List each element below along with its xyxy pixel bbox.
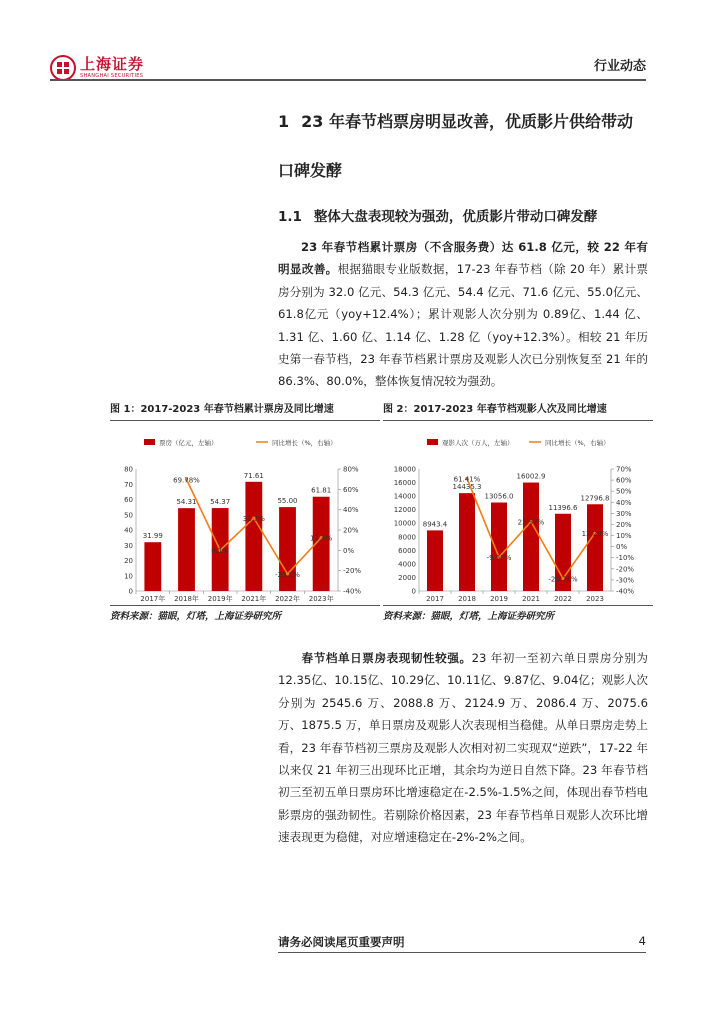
logo-name: 上海证券 [80, 55, 145, 73]
y-right-tick-label: 30% [616, 509, 632, 518]
bar-value-label: 8943.4 [422, 520, 448, 529]
figure-1 [110, 403, 380, 622]
y-right-tick-label: 10% [616, 532, 632, 541]
y-left-tick-label: 0 [411, 587, 416, 596]
y-left-tick-label: 10000 [393, 519, 416, 528]
y-left-tick-label: 40 [124, 526, 133, 535]
y-right-tick-label: -10% [616, 554, 635, 563]
x-tick-label: 2021年 [241, 595, 267, 603]
y-left-tick-label: 10 [124, 572, 133, 581]
figure-title: 图 1：2017-2023 年春节档累计票房及同比增速 [110, 403, 380, 421]
legend-line-label: 同比增长（%，右轴） [272, 439, 337, 447]
x-tick-label: 2022 [554, 595, 572, 603]
bar-value-label: 16002.9 [516, 472, 546, 481]
legend-bar-label: 观影人次（万人，左轴） [442, 439, 514, 447]
y-right-tick-label: 60% [343, 485, 359, 494]
document-type: 行业动态 [593, 59, 646, 74]
y-right-tick-label: 70% [616, 465, 632, 474]
subsection-number: 1.1 [278, 209, 302, 225]
y-left-tick-label: 14000 [393, 492, 416, 501]
legend-bar-swatch [144, 439, 155, 445]
bar-2021年 [245, 482, 262, 591]
x-tick-label: 2023年 [308, 595, 334, 603]
paragraph-body: 23 年初一至初六单日票房分别为12.35亿、10.15亿、10.29亿、10.11亿、9.87亿、9.04亿；观影人次分别为 2545.6 万、2088.8 万、2124.9 万、2086.4 万、2075.6 万、1875.5 万，单日票房及观影人次表现相当稳健。从单日票房走势上看，23 年春节档初三票房及观影人次相对初二实现双“逆跌”，17-22 年以来仅 21 年初三出现环比正增，其余均为逆日自然下降。23 年春节档初三至初五单日票房环比增速稳定在-2.5%-1.5%之间，体现出春节档电影票房的强劲韧性。若剔除价格因素，23 年春节档单日观影人次环比增速表现更为稳健，对应增速稳定在-2%-2%之间。 [278, 651, 648, 845]
bar-value-label: 61.81 [311, 486, 332, 495]
growth-value-label: 12.29% [581, 530, 609, 539]
y-right-tick-label: 80% [343, 465, 359, 474]
growth-value-label: 0.1% [211, 547, 230, 556]
growth-value-label: 22.57% [517, 518, 545, 527]
legend-line-label: 同比增长（%，右轴） [545, 439, 610, 447]
y-right-tick-label: 20% [343, 526, 359, 535]
bar-2018年 [178, 508, 195, 591]
y-left-tick-label: 8000 [398, 533, 416, 542]
paragraph-box-office [278, 236, 648, 393]
y-right-tick-label: -40% [343, 587, 362, 596]
bar-value-label: 12796.8 [580, 494, 610, 503]
y-left-tick-label: 16000 [393, 479, 416, 488]
paragraph-lead: 春节档单日票房表现韧性较强。 [301, 651, 472, 665]
bar-value-label: 71.61 [243, 471, 264, 480]
y-right-tick-label: 60% [616, 476, 632, 485]
y-right-tick-label: -30% [616, 576, 635, 585]
y-left-tick-label: 20 [124, 557, 133, 565]
section-number: 1 [278, 112, 290, 131]
bar-2017年 [144, 542, 161, 591]
x-tick-label: 2017 [426, 595, 444, 603]
logo-english-name: SHANGHAI SECURITIES [80, 73, 144, 79]
x-tick-label: 2017年 [140, 595, 166, 603]
y-left-tick-label: 70 [124, 480, 133, 489]
growth-value-label: -9.55% [486, 554, 512, 563]
y-right-tick-label: 50% [616, 487, 632, 496]
bar-2021 [523, 483, 539, 591]
bar-value-label: 13056.0 [484, 492, 514, 501]
x-tick-label: 2021 [522, 595, 540, 603]
x-tick-label: 2018 [458, 595, 476, 603]
bar-value-label: 54.31 [176, 498, 197, 507]
y-right-tick-label: -20% [343, 567, 362, 576]
growth-value-label: -23.2% [275, 570, 300, 579]
y-left-tick-label: 4000 [398, 560, 416, 569]
y-left-tick-label: 50 [124, 511, 133, 520]
section-heading [278, 97, 648, 195]
paragraph-lead: 23 年春节档累计票房（不含服务费）达 61.8 亿元，较 22 年有明显改善。 [278, 240, 648, 277]
x-tick-label: 2019年 [207, 595, 233, 603]
figure-2 [383, 403, 653, 622]
section-title: 23 年春节档票房明显改善，优质影片供给带动口碑发酵 [278, 112, 633, 180]
header-divider [50, 79, 646, 81]
y-left-tick-label: 60 [124, 496, 133, 504]
box-office-chart [110, 425, 380, 603]
y-left-tick-label: 18000 [393, 465, 416, 474]
subsection-title: 整体大盘表现较为强劲，优质影片带动口碑发酵 [313, 209, 598, 225]
y-right-tick-label: 20% [616, 520, 632, 529]
page-number: 4 [638, 934, 646, 948]
y-right-tick-label: -20% [616, 565, 635, 574]
growth-value-label: 12.4% [310, 534, 333, 543]
figure-source: 资料来源：猫眼，灯塔，上海证券研究所 [383, 605, 653, 622]
admissions-chart [383, 425, 653, 603]
y-right-tick-label: 0% [616, 543, 628, 552]
x-tick-label: 2023 [586, 595, 604, 603]
y-right-tick-label: -40% [616, 587, 635, 596]
y-left-tick-label: 6000 [398, 546, 416, 555]
y-left-tick-label: 80 [124, 465, 133, 474]
x-tick-label: 2018年 [174, 595, 199, 603]
logo-icon [50, 55, 76, 81]
y-right-tick-label: 40% [343, 506, 359, 515]
bar-value-label: 54.37 [210, 498, 231, 507]
y-left-tick-label: 2000 [398, 573, 416, 582]
bar-2019 [491, 503, 507, 591]
y-left-tick-label: 30 [124, 541, 133, 550]
y-right-tick-label: 0% [343, 546, 355, 555]
legend-bar-label: 票房（亿元，左轴） [159, 439, 218, 447]
growth-value-label: 31.7% [242, 515, 265, 524]
bar-2018 [459, 493, 475, 591]
growth-value-label: -28.78% [548, 575, 578, 584]
growth-value-label: 69.78% [173, 476, 200, 485]
paragraph-daily [278, 647, 648, 849]
y-right-tick-label: 40% [616, 498, 632, 507]
paragraph-body: 根据猫眼专业版数据，17-23 年春节档（除 20 年）累计票房分别为 32.0 亿元、54.3 亿元、54.4 亿元、71.6 亿元、55.0亿元、61.8亿元（yoy+12.4%）；累计观影人次分别为 0.89亿、1.44 亿、1.31 亿、1.60 亿、1.14 亿、1.28 亿（yoy+12.3%）。相较 21 年历史第一春节档，23 年春节档累计票房及观影人次已分别恢复至 21 年的 86.3%、80.0%，整体恢复情况较为强劲。 [278, 262, 648, 389]
bar-value-label: 11396.6 [548, 503, 578, 512]
y-left-tick-label: 12000 [393, 506, 416, 515]
footer-divider [278, 952, 646, 953]
bar-value-label: 31.99 [142, 532, 163, 541]
figure-title: 图 2：2017-2023 年春节档观影人次及同比增速 [383, 403, 653, 421]
footer-disclaimer: 请务必阅读尾页重要声明 [278, 935, 405, 949]
growth-value-label: 61.41% [453, 475, 481, 484]
figure-source: 资料来源：猫眼，灯塔，上海证券研究所 [110, 605, 380, 622]
bar-value-label: 14435.3 [452, 483, 482, 492]
bar-2017 [427, 530, 443, 591]
x-tick-label: 2022年 [275, 595, 300, 603]
x-tick-label: 2019 [490, 595, 508, 603]
bar-2023 [587, 504, 603, 591]
brand-logo [50, 55, 144, 81]
y-left-tick-label: 0 [128, 587, 133, 596]
subsection-heading [278, 205, 597, 225]
bar-value-label: 55.00 [277, 497, 298, 506]
legend-bar-swatch [427, 439, 438, 445]
